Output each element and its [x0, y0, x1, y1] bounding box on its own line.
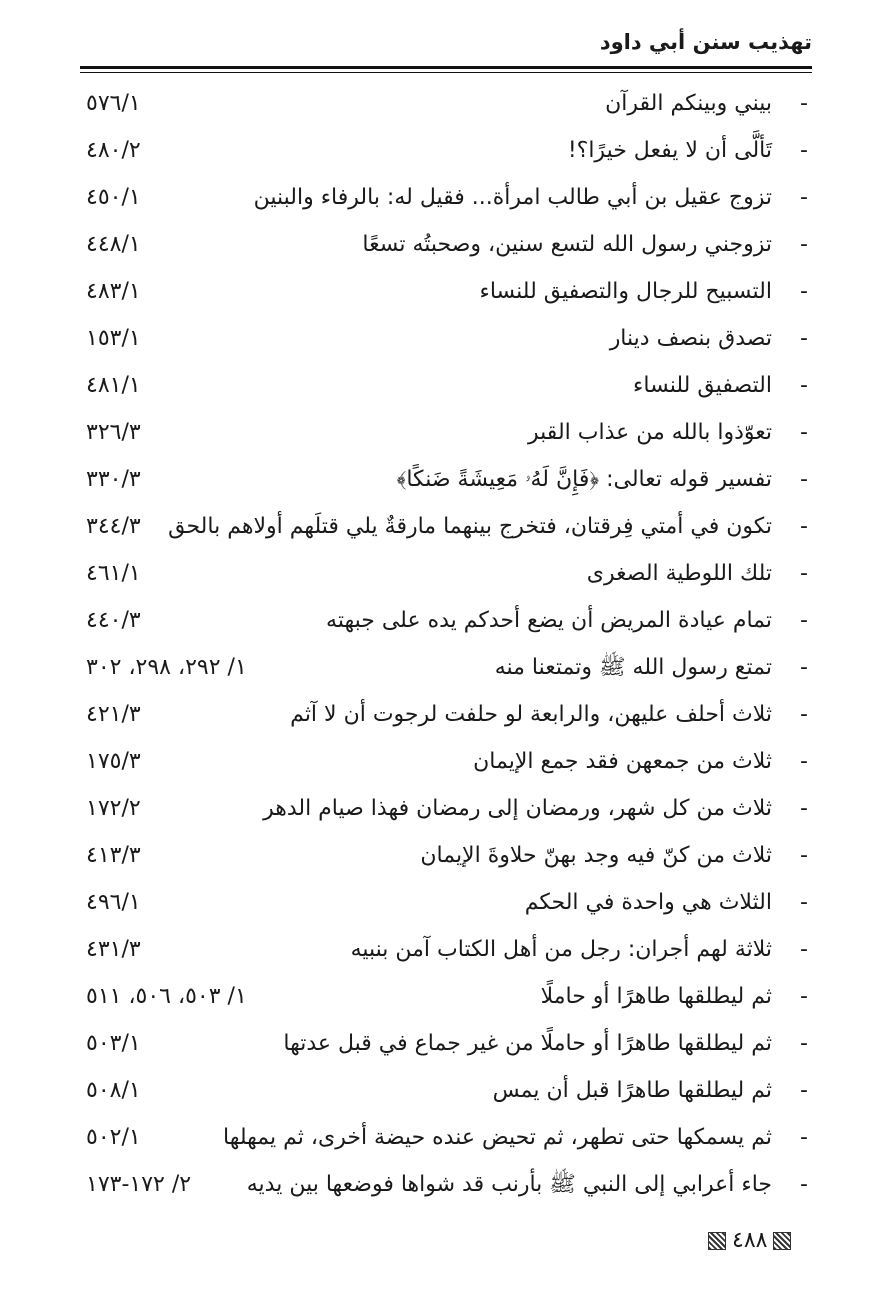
entry-dash: - [800, 326, 808, 351]
entry-dash: - [800, 373, 808, 398]
entry-reference: ٣٣٠/٣ [86, 467, 141, 492]
entry-dash: - [800, 138, 808, 163]
index-entries [86, 80, 808, 1208]
header-rule-thick [80, 66, 812, 69]
entry-text: تعوّذوا بالله من عذاب القبر [528, 420, 772, 445]
entry-reference: ٤٤٨/١ [86, 232, 141, 257]
entry-dash: - [800, 420, 808, 445]
entry-text: ثلاث أحلف عليهن، والرابعة لو حلفت لرجوت أن لا آثم [290, 702, 772, 727]
entry-text: ثم ليطلقها طاهرًا قبل أن يمس [492, 1078, 772, 1103]
index-entry [86, 597, 808, 644]
index-entry [86, 738, 808, 785]
entry-dash: - [800, 937, 808, 962]
entry-dash: - [800, 890, 808, 915]
entry-reference: ٤١٣/٣ [86, 843, 141, 868]
entry-dash: - [800, 749, 808, 774]
index-entry [86, 785, 808, 832]
entry-reference: ٤٨٣/١ [86, 279, 141, 304]
entry-reference: ٤٦١/١ [86, 561, 141, 586]
index-entry [86, 409, 808, 456]
index-entry [86, 1161, 808, 1208]
index-entry [86, 456, 808, 503]
entry-dash: - [800, 91, 808, 116]
entry-reference: ٣٢٦/٣ [86, 420, 141, 445]
entry-dash: - [800, 702, 808, 727]
index-entry [86, 127, 808, 174]
entry-dash: - [800, 467, 808, 492]
entry-reference: ١/ ٥٠٣، ٥٠٦، ٥١١ [86, 984, 247, 1009]
index-entry [86, 879, 808, 926]
entry-reference: ٢/ ١٧٢-١٧٣ [86, 1172, 192, 1197]
entry-reference: ٤٢١/٣ [86, 702, 141, 727]
index-entry [86, 832, 808, 879]
page-header [80, 30, 812, 64]
entry-text: ثم ليطلقها طاهرًا أو حاملًا من غير جماع في قبل عدتها [283, 1031, 772, 1056]
entry-text: تلك اللوطية الصغرى [586, 561, 772, 586]
entry-reference: ٥٠٣/١ [86, 1031, 141, 1056]
entry-text: ثم ليطلقها طاهرًا أو حاملًا [540, 984, 772, 1009]
index-entry [86, 644, 808, 691]
entry-text: ثلاثة لهم أجران: رجل من أهل الكتاب آمن بنبيه [350, 937, 772, 962]
entry-text: ثلاث من كنّ فيه وجد بهنّ حلاوةَ الإيمان [420, 843, 772, 868]
entry-reference: ١٥٣/١ [86, 326, 141, 351]
entry-text: التسبيح للرجال والتصفيق للنساء [479, 279, 772, 304]
entry-reference: ٣٤٤/٣ [86, 514, 141, 539]
folio [708, 1228, 791, 1254]
entry-text: ثلاث من جمعهن فقد جمع الإيمان [473, 749, 772, 774]
entry-dash: - [800, 561, 808, 586]
index-entry [86, 550, 808, 597]
entry-reference: ٥٠٢/١ [86, 1125, 141, 1150]
entry-reference: ١/ ٢٩٢، ٢٩٨، ٣٠٢ [86, 655, 247, 680]
index-entry [86, 315, 808, 362]
entry-text: تمام عيادة المريض أن يضع أحدكم يده على جبهته [326, 608, 772, 633]
entry-dash: - [800, 1078, 808, 1103]
entry-text: بيني وبينكم القرآن [605, 91, 772, 116]
entry-text: ثم يسمكها حتى تطهر، ثم تحيض عنده حيضة أخرى، ثم يمهلها [223, 1125, 772, 1150]
index-entry [86, 691, 808, 738]
entry-reference: ٥٧٦/١ [86, 91, 141, 116]
entry-dash: - [800, 1172, 808, 1197]
entry-dash: - [800, 232, 808, 257]
index-entry [86, 503, 808, 550]
entry-dash: - [800, 1125, 808, 1150]
entry-text: الثلاث هي واحدة في الحكم [524, 890, 772, 915]
entry-text: جاء أعرابي إلى النبي ﷺ بأرنب قد شواها فوضعها بين يديه [246, 1172, 772, 1197]
index-entry [86, 362, 808, 409]
entry-reference: ١٧٢/٢ [86, 796, 141, 821]
entry-reference: ٤٣١/٣ [86, 937, 141, 962]
index-entry [86, 174, 808, 221]
entry-reference: ٥٠٨/١ [86, 1078, 141, 1103]
index-entry [86, 1020, 808, 1067]
index-entry [86, 1067, 808, 1114]
page-number: ٤٨٨ [732, 1228, 768, 1253]
entry-dash: - [800, 279, 808, 304]
index-entry [86, 268, 808, 315]
entry-reference: ٤٨٠/٢ [86, 138, 141, 163]
entry-text: تمتع رسول الله ﷺ وتمتعنا منه [494, 655, 772, 680]
entry-text: تكون في أمتي فِرقتان، فتخرج بينهما مارقةٌ يلي قتلَهم أولاهم بالحق [168, 514, 772, 539]
book-title: تهذيب سنن أبي داود [599, 30, 812, 54]
entry-dash: - [800, 843, 808, 868]
entry-dash: - [800, 1031, 808, 1056]
entry-text: التصفيق للنساء [633, 373, 772, 398]
entry-dash: - [800, 608, 808, 633]
entry-reference: ٤٤٠/٣ [86, 608, 141, 633]
entry-dash: - [800, 984, 808, 1009]
entry-dash: - [800, 514, 808, 539]
ornament-icon [773, 1232, 791, 1250]
entry-text: تَألَّى أن لا يفعل خيرًا؟! [567, 138, 772, 163]
index-entry [86, 80, 808, 127]
entry-reference: ٤٨١/١ [86, 373, 141, 398]
entry-dash: - [800, 796, 808, 821]
entry-text: ثلاث من كل شهر، ورمضان إلى رمضان فهذا صيام الدهر [263, 796, 772, 821]
header-rule-thin [80, 72, 812, 73]
entry-dash: - [800, 185, 808, 210]
index-entry [86, 973, 808, 1020]
entry-text: تفسير قوله تعالى: ﴿فَإِنَّ لَهُۥ مَعِيشَةً ضَنكًا﴾ [396, 467, 772, 492]
entry-dash: - [800, 655, 808, 680]
entry-text: تصدق بنصف دينار [609, 326, 772, 351]
entry-reference: ١٧٥/٣ [86, 749, 141, 774]
entry-text: تزوجني رسول الله لتسع سنين، وصحبتُه تسعًا [362, 232, 772, 257]
index-entry [86, 1114, 808, 1161]
ornament-icon [708, 1232, 726, 1250]
entry-reference: ٤٩٦/١ [86, 890, 141, 915]
index-entry [86, 926, 808, 973]
index-entry [86, 221, 808, 268]
entry-reference: ٤٥٠/١ [86, 185, 141, 210]
entry-text: تزوج عقيل بن أبي طالب امرأة... فقيل له: بالرفاء والبنين [253, 185, 772, 210]
